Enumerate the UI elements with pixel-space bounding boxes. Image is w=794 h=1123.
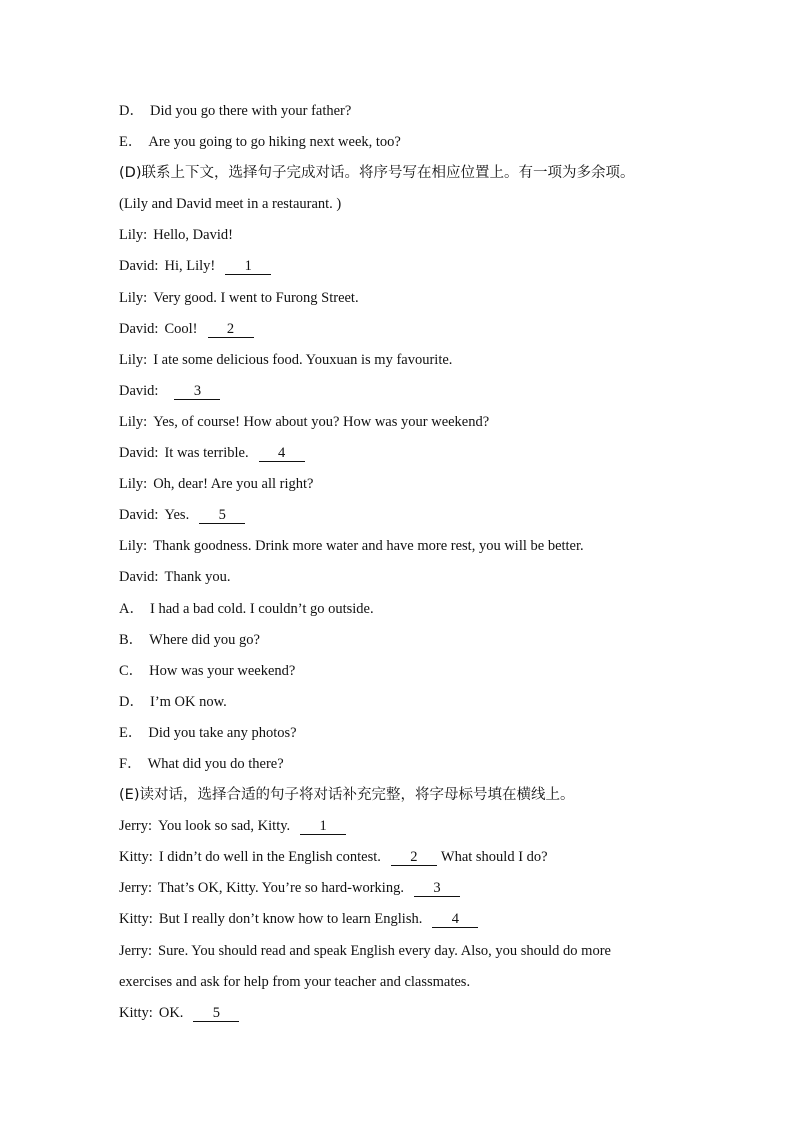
speaker: Jerry: bbox=[119, 818, 153, 835]
dialogue-line bbox=[119, 283, 699, 314]
dialogue-text: Yes, of course! How about you? How was your weekend? bbox=[153, 413, 490, 430]
dialogue-text: But I really don’t know how to learn English. bbox=[158, 911, 423, 928]
dialogue-text: It was terrible. bbox=[164, 445, 249, 462]
option-line bbox=[119, 96, 699, 127]
dialogue-text: Hi, Lily! bbox=[164, 258, 216, 275]
dialogue-line bbox=[119, 220, 699, 251]
dialogue-text: Sure. You should read and speak English every day. Also, you should do more bbox=[158, 942, 611, 959]
answer-blank[interactable]: 1 bbox=[300, 819, 346, 835]
dialogue-text: exercises and ask for help from your teacher and classmates. bbox=[119, 973, 471, 990]
answer-blank[interactable]: 2 bbox=[208, 322, 254, 338]
speaker: David: bbox=[119, 258, 159, 275]
dialogue-line bbox=[119, 500, 699, 531]
answer-blank[interactable]: 1 bbox=[225, 259, 271, 275]
dialogue-text: That’s OK, Kitty. You’re so hard-working. bbox=[158, 880, 404, 897]
dialogue-text: Thank you. bbox=[164, 569, 231, 586]
option-line bbox=[119, 127, 699, 158]
dialogue-line bbox=[119, 811, 699, 842]
section-d-scene: (Lily and David meet in a restaurant. ) bbox=[119, 196, 342, 213]
option-letter: B． bbox=[119, 631, 144, 648]
answer-blank[interactable]: 4 bbox=[432, 912, 478, 928]
option-text: Where did you go? bbox=[149, 631, 260, 648]
speaker: Lily: bbox=[119, 227, 148, 244]
speaker: Kitty: bbox=[119, 849, 153, 866]
option-line bbox=[119, 718, 699, 749]
option-letter: A． bbox=[119, 600, 144, 617]
dialogue-line bbox=[119, 376, 699, 407]
option-letter: D． bbox=[119, 693, 144, 710]
option-line bbox=[119, 749, 699, 780]
speaker: David: bbox=[119, 382, 159, 399]
option-line bbox=[119, 687, 699, 718]
speaker: Jerry: bbox=[119, 880, 153, 897]
answer-blank[interactable]: 5 bbox=[199, 508, 245, 524]
dialogue-text: Cool! bbox=[164, 320, 198, 337]
dialogue-text: Yes. bbox=[164, 507, 190, 524]
option-text: Did you go there with your father? bbox=[149, 103, 352, 119]
speaker: Lily: bbox=[119, 413, 148, 430]
section-d-instruction: (D)联系上下文，选择句子完成对话。将序号写在相应位置上。有一项为多余项。 bbox=[119, 165, 635, 182]
dialogue-line bbox=[119, 251, 699, 282]
speaker: Lily: bbox=[119, 538, 148, 555]
speaker: Lily: bbox=[119, 351, 148, 368]
dialogue-line bbox=[119, 998, 699, 1029]
option-letter: E． bbox=[119, 724, 143, 741]
option-text: How was your weekend? bbox=[149, 662, 296, 679]
option-text: Did you take any photos? bbox=[148, 724, 297, 741]
answer-blank[interactable]: 3 bbox=[174, 384, 220, 400]
option-line bbox=[119, 625, 699, 656]
dialogue-line bbox=[119, 314, 699, 345]
speaker: Kitty: bbox=[119, 1004, 153, 1021]
speaker: Lily: bbox=[119, 476, 148, 493]
dialogue-line bbox=[119, 904, 699, 935]
option-text: What did you do there? bbox=[147, 755, 284, 772]
speaker: David: bbox=[119, 445, 159, 462]
answer-blank[interactable]: 4 bbox=[259, 446, 305, 462]
answer-blank[interactable]: 5 bbox=[193, 1006, 239, 1022]
answer-blank[interactable]: 3 bbox=[414, 881, 460, 897]
option-letter: C． bbox=[119, 662, 144, 679]
dialogue-text: OK. bbox=[158, 1004, 184, 1021]
dialogue-line bbox=[119, 407, 699, 438]
speaker: Jerry: bbox=[119, 942, 153, 959]
dialogue-line bbox=[119, 936, 699, 967]
dialogue-text: You look so sad, Kitty. bbox=[158, 818, 291, 835]
option-text: I’m OK now. bbox=[149, 693, 227, 710]
speaker: David: bbox=[119, 507, 159, 524]
dialogue-line bbox=[119, 842, 699, 873]
speaker: David: bbox=[119, 569, 159, 586]
answer-blank[interactable]: 2 bbox=[391, 850, 437, 866]
option-line bbox=[119, 656, 699, 687]
option-text: Are you going to go hiking next week, too? bbox=[148, 134, 401, 151]
dialogue-line bbox=[119, 562, 699, 593]
dialogue-text: Very good. I went to Furong Street. bbox=[153, 289, 359, 306]
option-text: I had a bad cold. I couldn’t go outside. bbox=[149, 600, 374, 617]
dialogue-line bbox=[119, 345, 699, 376]
dialogue-text: I ate some delicious food. Youxuan is my favourite. bbox=[153, 351, 453, 368]
dialogue-line bbox=[119, 967, 699, 998]
option-letter: D． bbox=[119, 103, 144, 119]
option-line bbox=[119, 594, 699, 625]
dialogue-line bbox=[119, 873, 699, 904]
option-letter: F． bbox=[119, 755, 142, 772]
dialogue-text-after: What should I do? bbox=[440, 849, 548, 866]
dialogue-text: Hello, David! bbox=[153, 227, 233, 244]
dialogue-line bbox=[119, 469, 699, 500]
dialogue-line bbox=[119, 438, 699, 469]
dialogue-line bbox=[119, 531, 699, 562]
dialogue-text: Thank goodness. Drink more water and have more rest, you will be better. bbox=[153, 538, 584, 555]
speaker: Kitty: bbox=[119, 911, 153, 928]
dialogue-text: I didn’t do well in the English contest. bbox=[158, 849, 381, 866]
section-e-instruction: (E)读对话，选择合适的句子将对话补充完整，将字母标号填在横线上。 bbox=[119, 787, 575, 804]
speaker: David: bbox=[119, 320, 159, 337]
dialogue-text: Oh, dear! Are you all right? bbox=[153, 476, 314, 493]
worksheet-page bbox=[119, 96, 699, 1029]
option-letter: E． bbox=[119, 134, 143, 151]
speaker: Lily: bbox=[119, 289, 148, 306]
